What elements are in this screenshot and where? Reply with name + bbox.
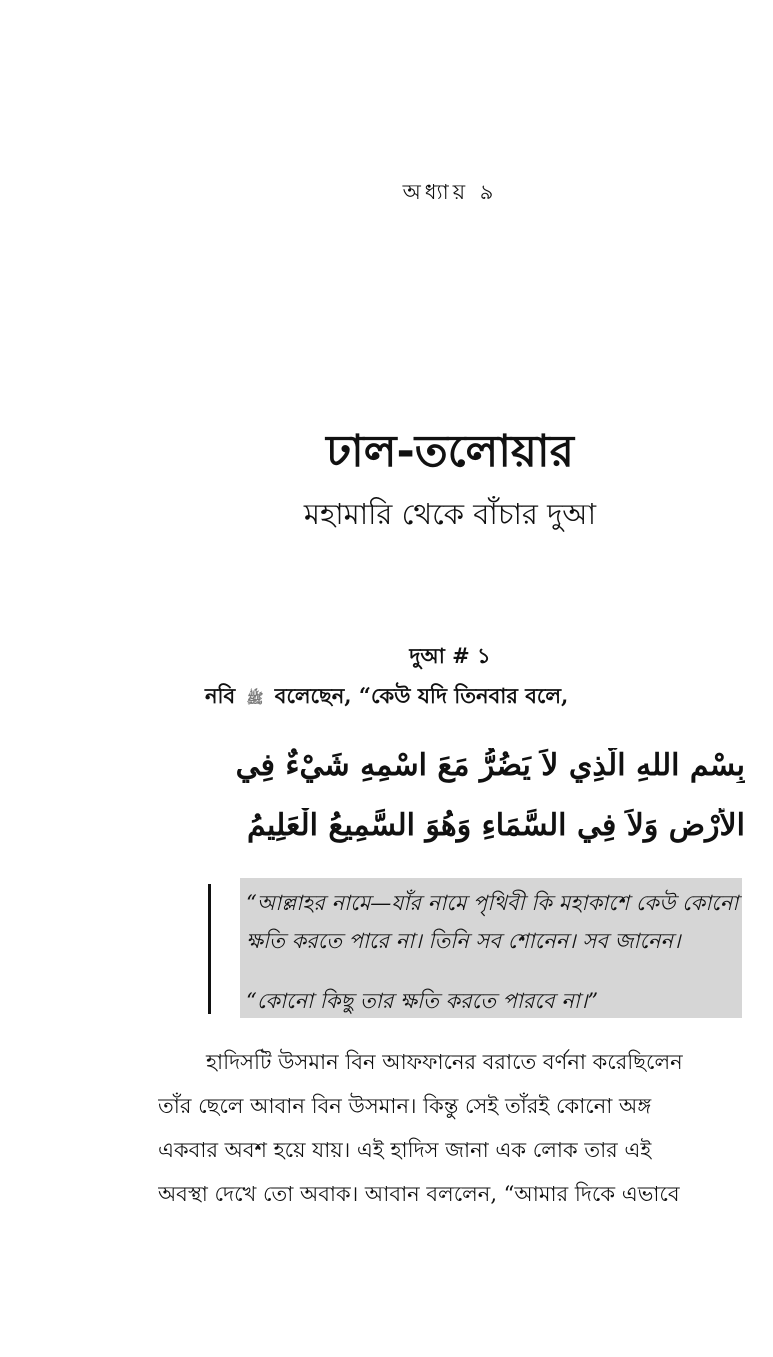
body-line: একবার অবশ হয়ে যায়। এই হাদিস জানা এক লোক তার এই bbox=[158, 1138, 652, 1162]
translation-box bbox=[240, 878, 742, 1018]
body-line: তাঁর ছেলে আবান বিন উসমান। কিন্তু সেই তাঁরই কোনো অঙ্গ bbox=[158, 1094, 652, 1118]
dua-number-label: দুআ # ১ bbox=[409, 643, 491, 668]
dua-intro bbox=[205, 680, 568, 715]
translation-line-1: “আল্লাহর নামে—যাঁর নামে পৃথিবী কি মহাকাশে কেউ কোনো bbox=[246, 891, 739, 915]
translation-line-3: “কোনো কিছু তার ক্ষতি করতে পারবে না।” bbox=[246, 989, 599, 1013]
body-line: হাদিসটি উসমান বিন আফফানের বরাতে বর্ণনা করেছিলেন bbox=[206, 1050, 683, 1074]
intro-prophet-word: নবি bbox=[205, 683, 236, 708]
chapter-label: অধ্যায় ৯ bbox=[402, 180, 498, 204]
chapter-title: ঢাল-তলোয়ার bbox=[326, 426, 574, 477]
pbuh-icon: ﷺ bbox=[246, 691, 264, 707]
intro-text: বলেছেন, “কেউ যদি তিনবার বলে, bbox=[274, 683, 569, 708]
quote-divider-bar bbox=[208, 884, 211, 1014]
chapter-subtitle: মহামারি থেকে বাঁচার দুআ bbox=[303, 497, 597, 531]
body-paragraph bbox=[158, 1040, 742, 1216]
arabic-dua-line-1: بِسْمِ اللهِ الَّذِي لاَ يَضُرُّ مَعَ اسْمِهِ شَيْءٌ فِي bbox=[235, 748, 745, 783]
body-line: অবস্থা দেখে তো অবাক। আবান বললেন, “আমার দিকে এভাবে bbox=[158, 1182, 680, 1206]
quote-spacer bbox=[246, 960, 736, 982]
translation-line-2: ক্ষতি করতে পারে না। তিনি সব শোনেন। সব জানেন। bbox=[246, 929, 681, 953]
arabic-dua-line-2: الأَرْضِ وَلاَ فِي السَّمَاءِ وَهُوَ السَّمِيعُ الْعَلِيمُ bbox=[247, 808, 745, 843]
